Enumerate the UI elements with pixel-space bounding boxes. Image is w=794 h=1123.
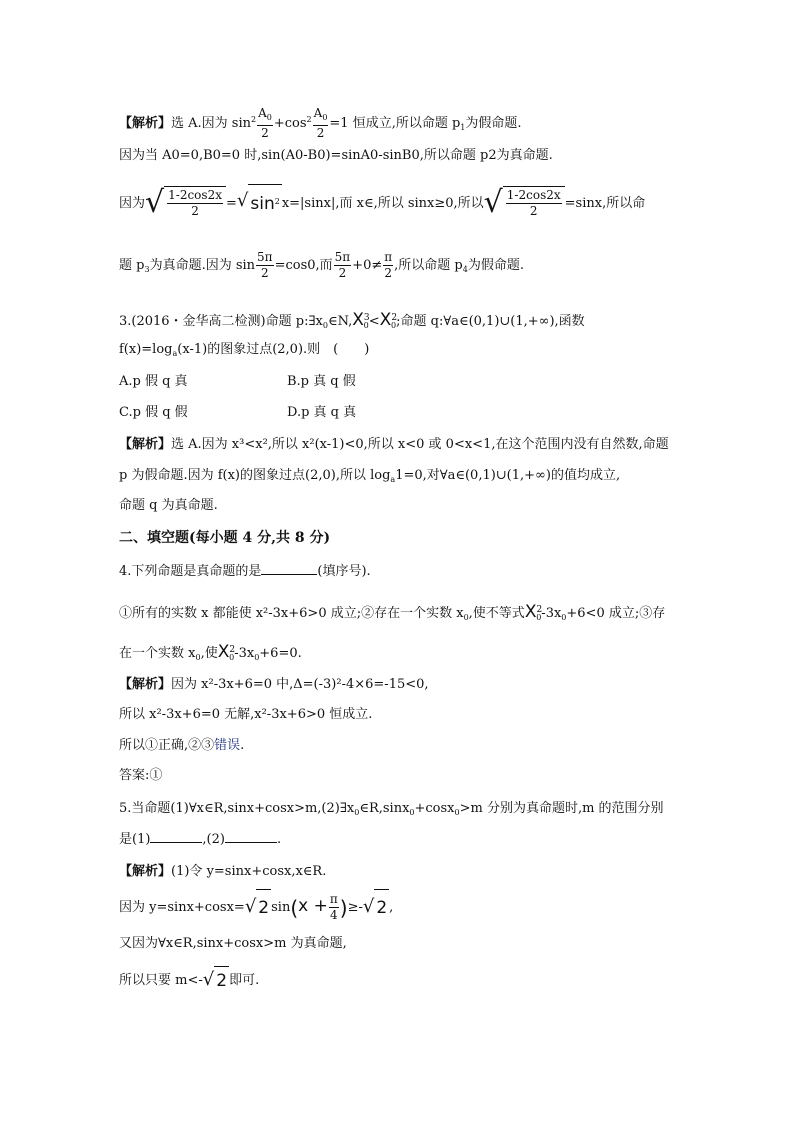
analysis-line-4: 题 $p_3$为真命题.因为 sin $\frac{5\pi}{2}$ =cos0,而 $\frac{5\pi}{2}$ +0≠ $\frac{\pi}{2}$ ,所以命题 $p_4$为假命题. [119,250,524,280]
q5-analysis-line-4: 所以只要 m<- √ 2 即可. [119,966,259,995]
question-5-line-1: 5.当命题$(1)\forall x\in R,\sin x+\cos x>m,(2)\exists x_0\in R,\sin x_0+\cos x_0>m$ 分别为真命题时,m 的范围分别 [119,801,664,817]
analysis-tag: 【解析】 [119,116,172,131]
analysis-line-2: 因为当 A0=0,B0=0 时,sin(A0-B0)=sinA0-sinB0,所以命题 p2为真命题. [119,148,553,163]
fraction-a0-over-2-b: $\frac{A_0}{2}$ [313,106,328,140]
analysis-line-3: 因为 √ $\frac{1-2\cos 2x}{2}$ = √ $\sin^2$ x=|sinx|,而 x∈,所以 sinx≥0,所以 √ $\frac{1-2\cos 2x}{2}$ =sinx,所以命 [119,184,645,223]
q4-analysis-line-2: 所以 x²-3x+6=0 无解,x²-3x+6>0 恒成立. [119,707,373,722]
q5-analysis-line-1: 【解析】(1)令 y=sinx+cosx,x∈R. [119,864,327,879]
question-3-line-1: 3.(2016・金华高二检测)命题 $p:\exists x_0\in N,X^3_0<X^2_0$;命题 q:∀a∈(0,1)∪(1,+∞),函数 [119,310,585,330]
q3-analysis-line-2: p 为假命题.因为 f(x)的图象过点(2,0),所以 $\log_a1=0$,对∀a∈(0,1)∪(1,+∞)的值均成立, [119,468,621,484]
sqrt-sin2x: √ $\sin^2$ [237,184,282,223]
fraction-a0-over-2: $\frac{A_0}{2}$ [258,106,272,140]
question-4-stem: 4.下列命题是真命题的是 (填序号). [119,564,371,579]
option-b: B.p 真 q 假 [287,374,356,389]
q3-analysis-line-1: 【解析】选 A.因为 x³<x²,所以 x²(x-1)<0,所以 x<0 或 0<x<1,在这个范围内没有自然数,命题 [119,437,669,452]
question-4-line-2: 在一个实数 $x_0$,使$X^2_0-3x_0+6=0$. [119,642,302,662]
answer-blank-2[interactable] [225,830,277,843]
option-a: A.p 假 q 真 [119,374,188,389]
section-heading-fill-in: 二、填空题(每小题 4 分,共 8 分) [119,530,331,546]
q4-analysis-line-3: 所以①正确,②③错误. [119,738,245,753]
q4-answer: 答案:① [119,768,163,783]
q3-analysis-line-3: 命题 q 为真命题. [119,498,218,513]
question-4-line-1: ①所有的实数 x 都能使 x²-3x+6>0 成立;②存在一个实数 $x_0$,使不等式$X^2_0-3x_0+6<0$ 成立;③存 [119,602,666,622]
answer-blank-1[interactable] [150,830,202,843]
answer-blank[interactable] [261,562,317,575]
q4-analysis-line-1: 【解析】因为 x²-3x+6=0 中,Δ=(-3)²-4×6=-15<0, [119,677,429,692]
option-c: C.p 假 q 假 [119,405,188,420]
sqrt-fraction: √ $\frac{1-2\cos 2x}{2}$ [145,186,226,221]
q5-analysis-line-2: 因为 y=sinx+cosx= √ 2 sin(x + $\frac{\pi}{4}$ )≥- √ 2 , [119,888,393,926]
sqrt-fraction-2: √ $\frac{1-2\cos 2x}{2}$ [484,186,565,221]
q5-analysis-line-3: 又因为∀x∈R,sinx+cosx>m 为真命题, [119,936,347,951]
question-5-line-2: 是(1) ,(2) . [119,832,282,847]
option-d: D.p 真 q 真 [287,405,357,420]
question-3-line-2: $f(x)=\log_a(x-1)$的图象过点(2,0).则 ( ) [119,342,370,358]
analysis-line-1: 【解析】选 A.因为 $\sin^2$ $\frac{A_0}{2}$ $+\cos^2$ $\frac{A_0}{2}$ =1 恒成立,所以命题 $p_1$为假命题. [119,106,522,140]
